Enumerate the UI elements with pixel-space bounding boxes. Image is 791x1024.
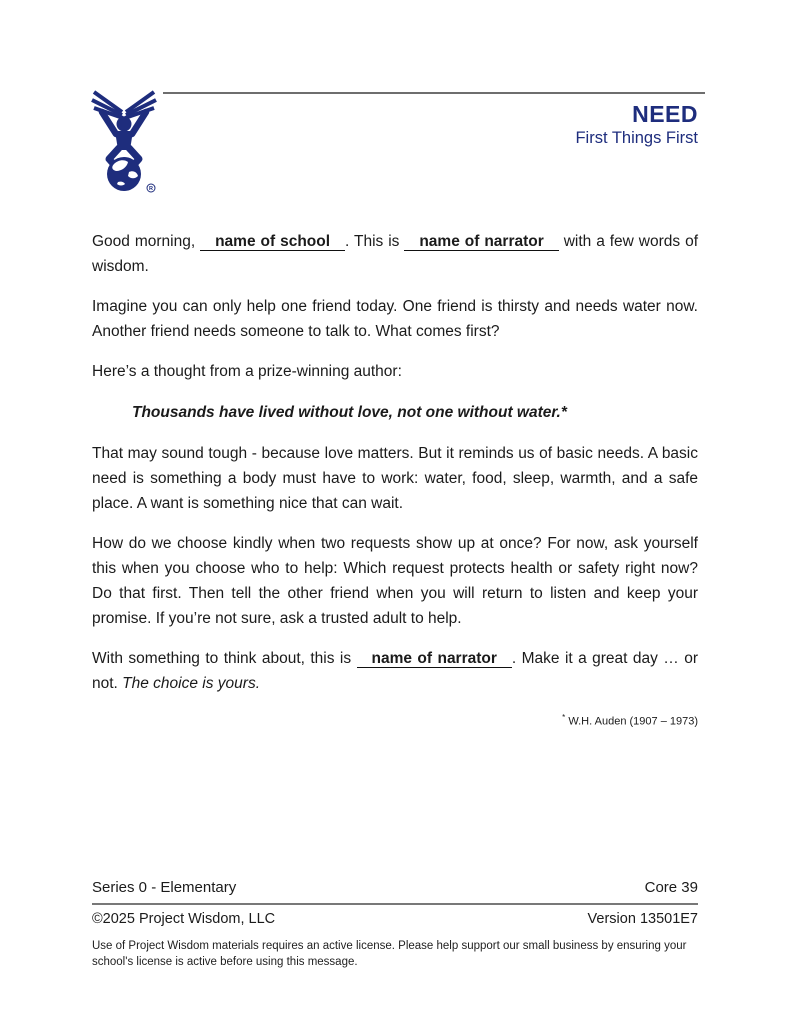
title-block <box>575 102 698 149</box>
core-number: Core 39 <box>644 879 698 896</box>
footer-copyright-row <box>92 910 698 929</box>
closing-mid: . Make it a great day … or not. <box>92 650 699 692</box>
version-label: Version 13501E7 <box>587 911 698 927</box>
series-label: Series 0 - Elementary <box>92 879 237 896</box>
copyright-label: ©2025 Project Wisdom, LLC <box>92 911 276 927</box>
paragraph-basic-needs: That may sound tough - because love matters. But it reminds us of basic needs. A basic need is something a body must have to work: water, food, sleep, warmth, and a safe place. A want is something nice that can wait. <box>92 445 698 512</box>
greeting-post: with a few words of wisdom. <box>92 233 699 275</box>
page-footer <box>92 878 698 970</box>
footer-series-row <box>92 878 698 905</box>
paragraph-imagine: Imagine you can only help one friend today. One friend is thirsty and needs water now. Another friend needs someone to talk to. What comes first? <box>92 298 698 340</box>
svg-text:R: R <box>149 186 153 193</box>
license-note: Use of Project Wisdom materials requires an active license. Please help support our small business by ensuring your school's license is active before using this message. <box>92 940 687 968</box>
page-title: NEED <box>632 101 698 127</box>
greeting-pre: Good morning, <box>92 233 201 250</box>
header-divider <box>163 92 705 94</box>
script-body <box>92 229 698 729</box>
footnote-marker: * <box>562 713 566 722</box>
project-wisdom-logo-icon <box>88 84 160 196</box>
paragraph-closing <box>92 646 698 696</box>
closing-tagline: The choice is yours. <box>122 675 261 692</box>
paragraph-thought-intro: Here’s a thought from a prize-winning author: <box>92 363 402 380</box>
closing-pre: With something to think about, this is <box>92 650 357 667</box>
paragraph-choose-kindly: How do we choose kindly when two requests show up at once? For now, ask yourself this when you choose who to help: Which request protects health or safety right now? Do that first. Then tell the other friend when you will return to listen and keep your promise. If you’re not sure, ask a trusted adult to help. <box>92 535 698 627</box>
quote-text: Thousands have lived without love, not one without water.* <box>132 404 567 421</box>
blank-narrator-name-2: name of narrator <box>357 650 512 668</box>
greeting-mid: . This is <box>345 233 405 250</box>
footnote-text: W.H. Auden (1907 – 1973) <box>565 715 698 728</box>
paragraph-greeting <box>92 229 698 279</box>
blank-narrator-name: name of narrator <box>404 233 558 251</box>
footnote-attribution <box>92 711 698 729</box>
page-subtitle: First Things First <box>575 129 698 147</box>
blank-school-name: name of school <box>200 233 345 251</box>
